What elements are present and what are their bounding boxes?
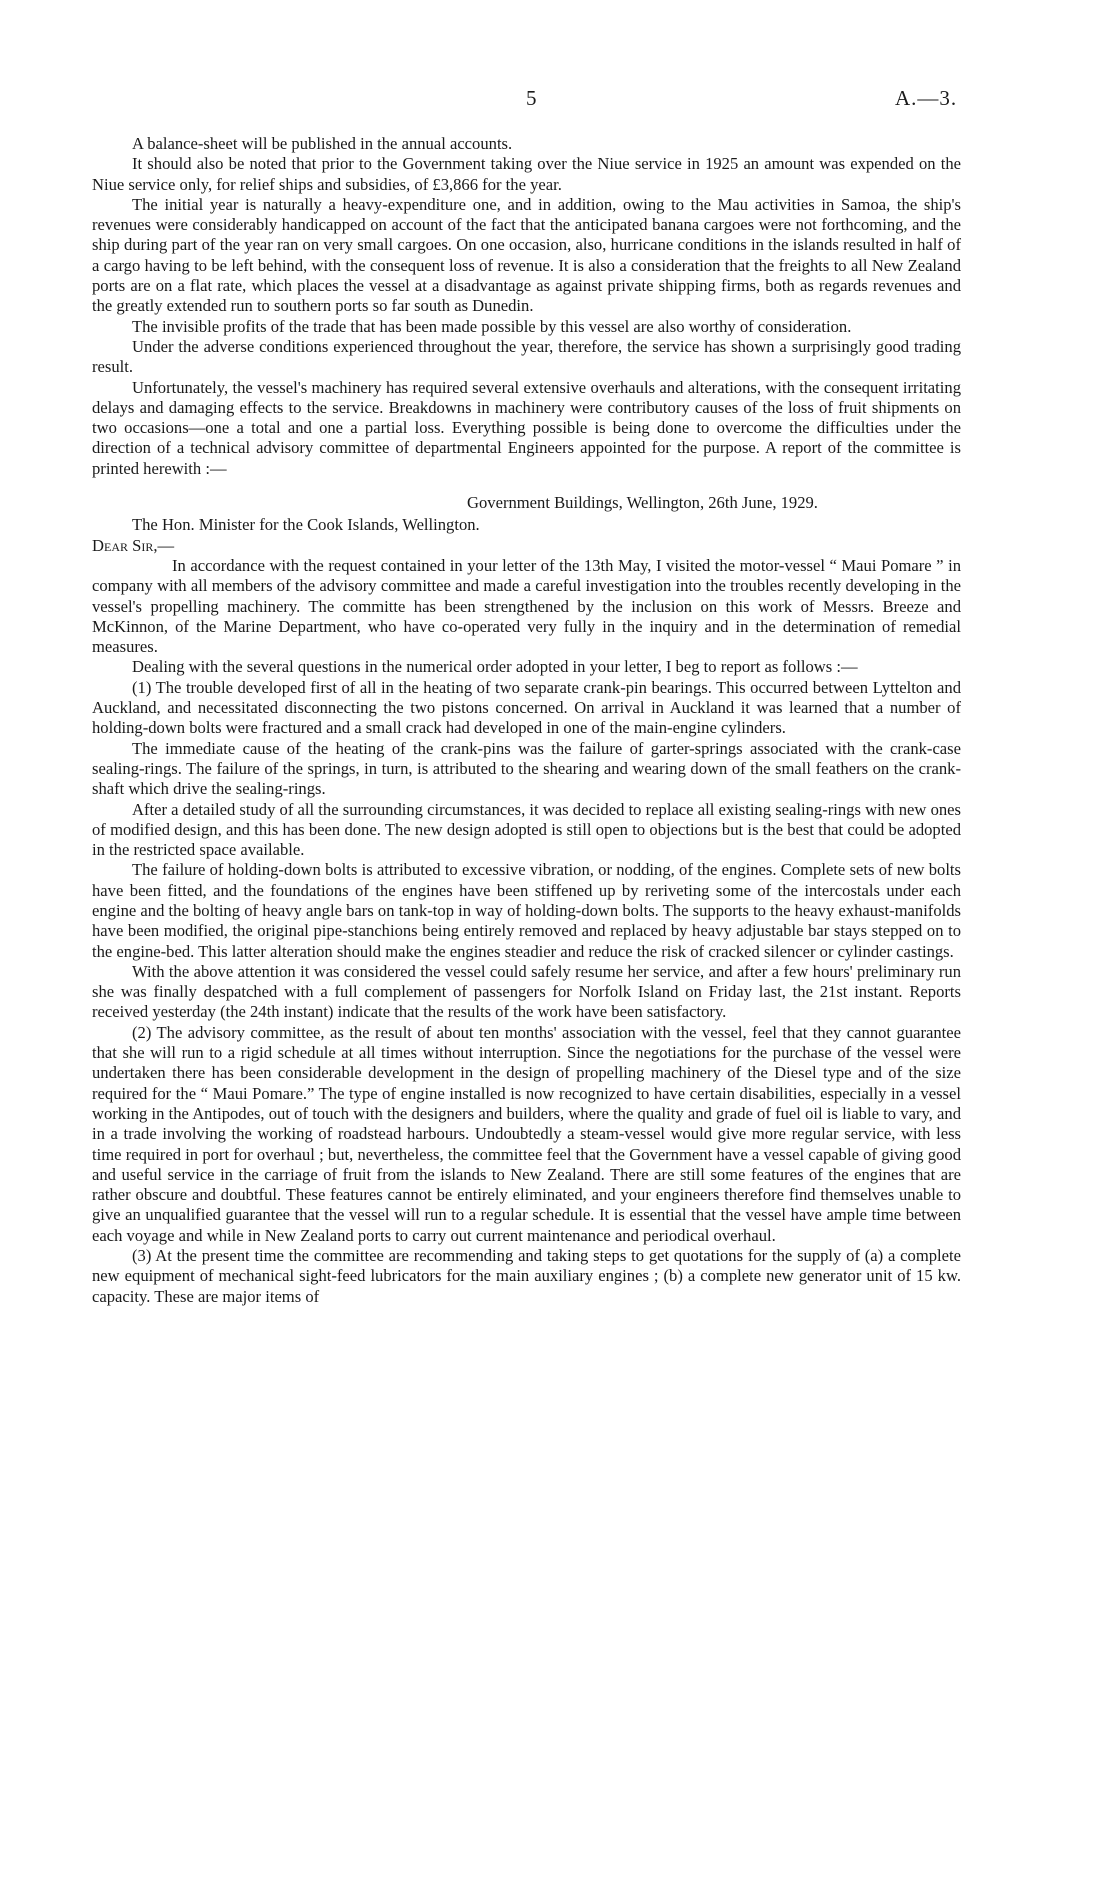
letter-paragraph: (3) At the present time the committee are recommending and taking steps to get quotations for the supply of (a) a complete new equipment of mechanical sight-feed lubricators for the main auxiliary engines ; (b) a complete new generator unit of 15 kw. capacity. These are major items of bbox=[92, 1246, 961, 1306]
letter-paragraph: (1) The trouble developed first of all in the heating of two separate crank-pin bearings. This occurred between Lyttelton and Auckland, and necessitated disconnecting the two pistons concerned. On arrival in Auckland it was learned that a number of holding-down bolts were fractured and a small crack had developed in one of the main-engine cylinders. bbox=[92, 677, 961, 738]
document-reference: A.—3. bbox=[895, 86, 958, 110]
letter-addressee: The Hon. Minister for the Cook Islands, Wellington. bbox=[132, 515, 480, 535]
paragraph: Unfortunately, the vessel's machinery has required several extensive overhauls and alterations, with the consequent irritating delays and damaging effects to the service. Breakdowns in machinery were contributory causes of the loss of fruit shipments on two occasions—one a total and one a partial loss. Everything possible is being done to overcome the difficulties under the direction of a technical advisory committee of departmental Engineers appointed for the purpose. A report of the committee is printed herewith :— bbox=[92, 377, 961, 478]
document-body bbox=[92, 134, 961, 1307]
paragraph: It should also be noted that prior to the Government taking over the Niue service in 1925 an amount was expended on the Niue service only, for relief ships and subsidies, of £3,866 for the year. bbox=[92, 154, 961, 194]
letter-date-line: Government Buildings, Wellington, 26th June, 1929. bbox=[467, 493, 818, 513]
letter-paragraph: After a detailed study of all the surrounding circumstances, it was decided to replace all existing sealing-rings with new ones of modified design, and this has been done. The new design adopted is still open to objections but is the best that could be adopted in the restricted space available. bbox=[92, 799, 961, 860]
letter-paragraph: Dealing with the several questions in the numerical order adopted in your letter, I beg to report as follows :— bbox=[132, 657, 858, 677]
letter-paragraph: (2) The advisory committee, as the result of about ten months' association with the vessel, feel that they cannot guarantee that she will run to a rigid schedule at all times without interruption. Since the negotiations for the purchase of the vessel were undertaken there has been considerable development in the design of propelling machinery of the Diesel type and of the size required for the “ Maui Pomare.” The type of engine installed is now recognized to have certain disabilities, especially in a vessel working in the Antipodes, out of touch with the designers and builders, where the quality and grade of fuel oil is liable to vary, and in a trade involving the working of roadstead harbours. Undoubtedly a steam-vessel would give more regular service, with less time required in port for overhaul ; but, nevertheless, the committee feel that the Government have a vessel capable of giving good and useful service in the carriage of fruit from the islands to New Zealand. There are still some features of the engines that are rather obscure and doubtful. These features cannot be entirely eliminated, and your engineers therefore find themselves unable to give an unqualified guarantee that the vessel will run to a regular schedule. It is essential that the vessel have ample time between each voyage and while in New Zealand ports to carry out current maintenance and periodical overhaul. bbox=[92, 1022, 961, 1245]
letter-paragraph: The failure of holding-down bolts is attributed to excessive vibration, or nodding, of the engines. Complete sets of new bolts have been fitted, and the foundations of the engines have been stiffened up by reriveting some of the intercostals under each engine and the bolting of heavy angle bars on tank-top in way of holding-down bolts. The supports to the heavy exhaust-manifolds have been modified, the original pipe-stanchions being entirely removed and replaced by heavy adjustable bar stays stepped on to the engine-bed. This latter alteration should make the engines steadier and reduce the risk of cracked silencer or cylinder castings. bbox=[92, 860, 961, 961]
paragraph: A balance-sheet will be published in the annual accounts. bbox=[132, 134, 513, 153]
letter-salutation: Dear Sir,— bbox=[92, 535, 175, 555]
letter-paragraph: In accordance with the request contained in your letter of the 13th May, I visited the motor-vessel “ Maui Pomare ” in company with all members of the advisory committee and made a careful investigation into the troubles recently developing in the vessel's propelling machinery. The committe has been strengthened by the inclusion on this work of Messrs. Breeze and McKinnon, of the Marine Department, who have co-operated very fully in the inquiry and in the determination of remedial measures. bbox=[92, 555, 961, 657]
letter-paragraph: With the above attention it was considered the vessel could safely resume her service, and after a few hours' preliminary run she was finally despatched with a full complement of passengers for Norfolk Island on Friday last, the 21st instant. Reports received yesterday (the 24th instant) indicate that the results of the work have been satisfactory. bbox=[92, 961, 961, 1022]
paragraph: The invisible profits of the trade that has been made possible by this vessel are also worthy of consideration. bbox=[132, 316, 852, 336]
letter-paragraph: The immediate cause of the heating of the crank-pins was the failure of garter-springs associated with the crank-case sealing-rings. The failure of the springs, in turn, is attributed to the shearing and wearing down of the small feathers on the crank-shaft which drive the sealing-rings. bbox=[92, 738, 961, 799]
paragraph: Under the adverse conditions experienced throughout the year, therefore, the service has shown a surprisingly good trading result. bbox=[92, 336, 961, 377]
paragraph: The initial year is naturally a heavy-expenditure one, and in addition, owing to the Mau activities in Samoa, the ship's revenues were considerably handicapped on account of the fact that the anticipated banana cargoes were not forthcoming, and the ship during part of the year ran on very small cargoes. On one occasion, also, hurricane conditions in the islands resulted in half of a cargo having to be left behind, with the consequent loss of revenue. It is also a consideration that the freights to all New Zealand ports are on a flat rate, which places the vessel at a disadvantage as against private shipping firms, both as regards revenues and the greatly extended run to southern ports so far south as Dunedin. bbox=[92, 194, 961, 316]
page-number: 5 bbox=[526, 86, 537, 110]
